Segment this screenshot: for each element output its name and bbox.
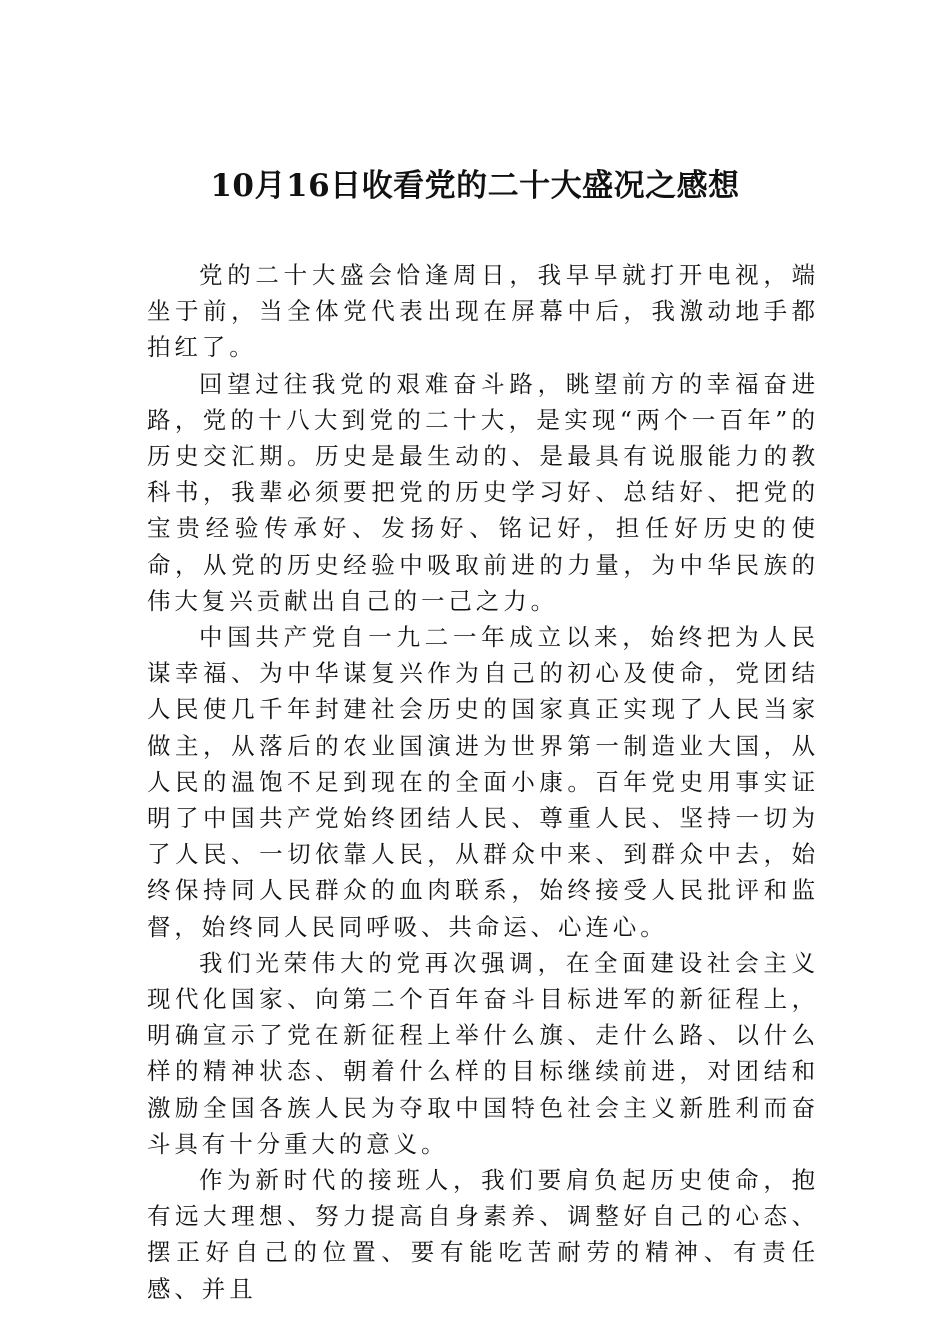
paragraph-4: 我们光荣伟大的党再次强调，在全面建设社会主义现代化国家、向第二个百年奋斗目标进军的新征程上，明确宣示了党在新征程上举什么旗、走什么路、以什么样的精神状态、朝着什么样的目标继续前进，对团结和激励全国各族人民为夺取中国特色社会主义新胜利而奋斗具有十分重大的意义。 <box>147 948 819 1158</box>
paragraph-5: 作为新时代的接班人，我们要肩负起历史使命，抱有远大理想、努力提高自身素养、调整好自己的心态、摆正好自己的位置、要有能吃苦耐劳的精神、有责任感、并且 <box>147 1166 819 1303</box>
paragraph-3: 中国共产党自一九二一年成立以来，始终把为人民谋幸福、为中华谋复兴作为自己的初心及使命，党团结人民使几千年封建社会历史的国家真正实现了人民当家做主，从落后的农业国演进为世界第一制造业大国，从人民的温饱不足到现在的全面小康。百年党史用事实证明了中国共产党始终团结人民、尊重人民、坚持一切为了人民、一切依靠人民，从群众中来、到群众中去，始终保持同人民群众的血肉联系，始终接受人民批评和监督，始终同人民同呼吸、共命运、心连心。 <box>147 623 819 941</box>
document-body <box>147 257 819 1307</box>
paragraph-1: 党的二十大盛会恰逢周日，我早早就打开电视，端坐于前，当全体党代表出现在屏幕中后，我激动地手都拍红了。 <box>147 261 819 362</box>
paragraph-2: 回望过往我党的艰难奋斗路，眺望前方的幸福奋进路，党的十八大到党的二十大，是实现“两个一百年”的历史交汇期。历史是最生动的、是最具有说服能力的教科书，我辈必须要把党的历史学习好、总结好、把党的宝贵经验传承好、发扬好、铭记好，担任好历史的使命，从党的历史经验中吸取前进的力量，为中华民族的伟大复兴贡献出自己的一己之力。 <box>147 369 819 615</box>
document-title: 10月16日收看党的二十大盛况之感想 <box>210 168 740 204</box>
